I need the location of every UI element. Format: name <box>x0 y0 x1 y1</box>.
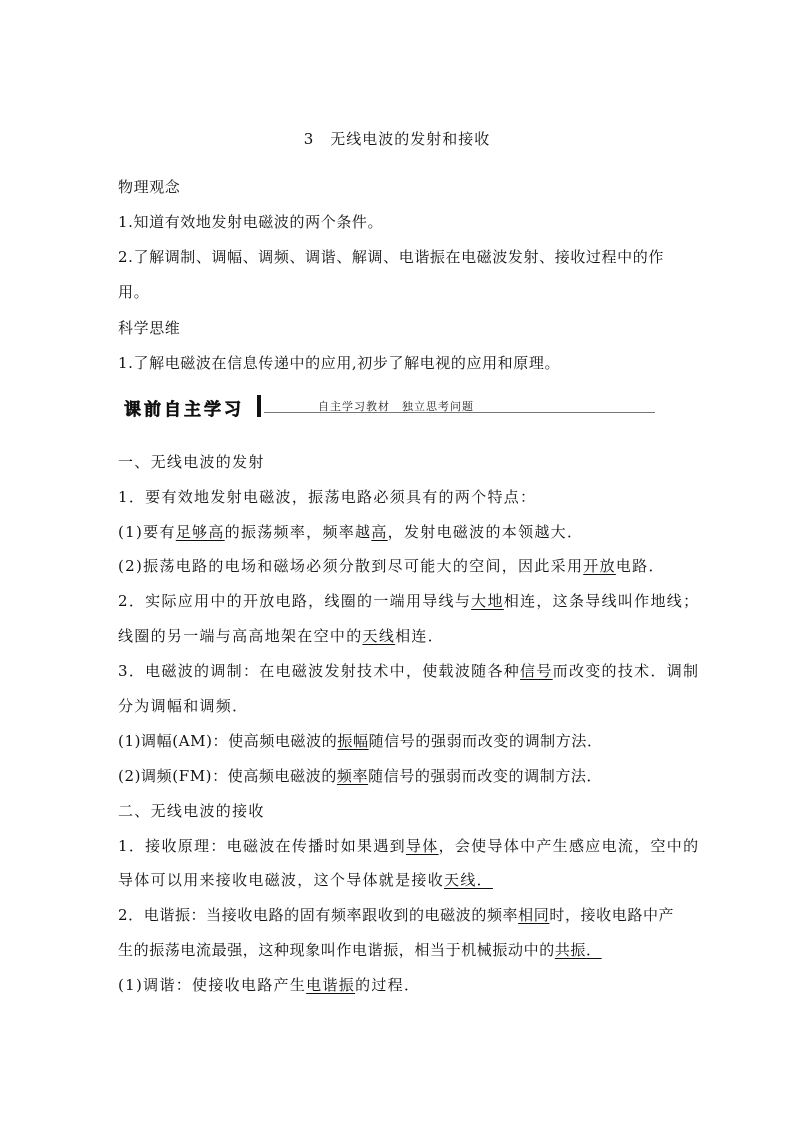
s2-paragraph-3 <box>118 905 688 925</box>
objective-item-1: 1.知道有效地发射电磁波的两个条件。 <box>118 213 384 231</box>
s1-paragraph-5 <box>118 626 688 646</box>
s1-p6-blank: 信号 <box>520 662 553 680</box>
s1-paragraph-2 <box>118 522 688 542</box>
s1-p3-text-a: (2)振荡电路的电场和磁场必须分散到尽可能大的空间，因此采用 <box>118 557 584 575</box>
s1-paragraph-9 <box>118 766 688 786</box>
s1-p4-text-a: 2．实际应用中的开放电路，线圈的一端用导线与 <box>118 592 472 610</box>
s2-p4-blank: 共振． <box>554 941 602 959</box>
lesson-number: 3 <box>303 130 315 148</box>
objective-item-2-line-2: 用。 <box>118 283 150 301</box>
s1-p3-blank: 开放 <box>583 557 616 575</box>
banner-label: 课前自主学习 <box>124 400 244 420</box>
s1-p9-text-a: (2)调频(FM)：使高频电磁波的 <box>118 767 337 785</box>
s2-paragraph-5 <box>118 975 688 995</box>
s2-p2-blank: 天线． <box>444 871 493 889</box>
science-thinking-heading: 科学思维 <box>118 319 181 337</box>
banner-label-box <box>118 393 260 418</box>
s1-p5-text-b: 相连． <box>395 627 445 645</box>
s1-p8-text-b: 随信号的强弱而改变的调制方法． <box>368 732 603 750</box>
section-2-heading: 二、无线电波的接收 <box>118 802 265 820</box>
s2-p4-text-a: 生的振荡电流最强，这种现象叫作电谐振，相当于机械振动中的 <box>118 941 555 959</box>
s1-p6-text-b: 而改变的技术．调制 <box>552 662 700 680</box>
s1-p9-text-b: 随信号的强弱而改变的调制方法． <box>368 767 603 785</box>
s1-p3-text-b: 电路． <box>615 557 665 575</box>
s1-paragraph-8 <box>118 731 688 751</box>
s1-paragraph-3 <box>118 556 688 576</box>
s1-paragraph-1: 1．要有效地发射电磁波，振荡电路必须具有的两个特点： <box>118 488 537 506</box>
s1-p2-blank-2: 高 <box>371 523 388 541</box>
banner-divider-bar <box>257 395 261 417</box>
page-title <box>0 128 794 149</box>
section-1-heading: 一、无线电波的发射 <box>118 453 265 471</box>
s1-p8-blank: 振幅 <box>337 732 369 750</box>
s1-p8-text-a: (1)调幅(AM)：使高频电磁波的 <box>118 732 338 750</box>
s1-p2-text-a: (1)要有 <box>118 523 176 541</box>
s2-p3-text-a: 2．电谐振：当接收电路的固有频率跟收到的电磁波的频率 <box>118 906 519 924</box>
s2-p5-text-a: (1)调谐：使接收电路产生 <box>118 976 307 994</box>
s2-paragraph-1 <box>118 836 700 856</box>
objective-item-3: 1.了解电磁波在信息传递中的应用,初步了解电视的应用和原理。 <box>118 354 561 372</box>
s2-paragraph-4 <box>118 940 688 960</box>
s2-p1-text-b: ，会使导体中产生感应电流，空中的 <box>438 837 700 855</box>
s2-p3-blank: 相同 <box>518 906 550 924</box>
s2-p5-text-b: 的过程． <box>355 976 421 994</box>
s2-p2-text-a: 导体可以用来接收电磁波，这个导体就是接收 <box>118 871 445 889</box>
s1-p5-blank: 天线 <box>362 627 396 645</box>
banner-subtitle: 自主学习教材 独立思考问题 <box>318 400 474 413</box>
s1-paragraph-4 <box>118 591 700 611</box>
physics-concept-heading: 物理观念 <box>118 178 181 196</box>
s1-p2-text-c: ，发射电磁波的本领越大． <box>387 523 584 541</box>
s1-p9-blank: 频率 <box>336 767 369 785</box>
s2-p1-text-a: 1．接收原理：电磁波在传播时如果遇到 <box>118 837 406 855</box>
s1-p6-text-a: 3．电磁波的调制：在电磁波发射技术中，使载波随各种 <box>118 662 521 680</box>
s1-p5-text-a: 线圈的另一端与高高地架在空中的 <box>118 627 363 645</box>
objective-item-2-line-1: 2.了解调制、调幅、调频、调谐、解调、电谐振在电磁波发射、接收过程中的作 <box>118 248 664 266</box>
s2-p3-text-b: 时，接收电路中产 <box>549 906 675 924</box>
s1-p4-text-b: 相连，这条导线叫作地线； <box>503 592 700 610</box>
s2-p1-blank: 导体 <box>405 837 439 855</box>
s2-p5-blank: 电谐振 <box>306 976 356 994</box>
lesson-title: 无线电波的发射和接收 <box>330 130 491 148</box>
s2-paragraph-2 <box>118 870 688 890</box>
section-banner <box>118 393 655 419</box>
s1-p2-text-b: 的振荡频率，频率越 <box>224 523 372 541</box>
s1-p2-blank-1: 足够高 <box>175 523 225 541</box>
s1-paragraph-7: 分为调幅和调频． <box>118 697 249 715</box>
s1-p4-blank: 大地 <box>471 592 504 610</box>
s1-paragraph-6 <box>118 661 700 681</box>
